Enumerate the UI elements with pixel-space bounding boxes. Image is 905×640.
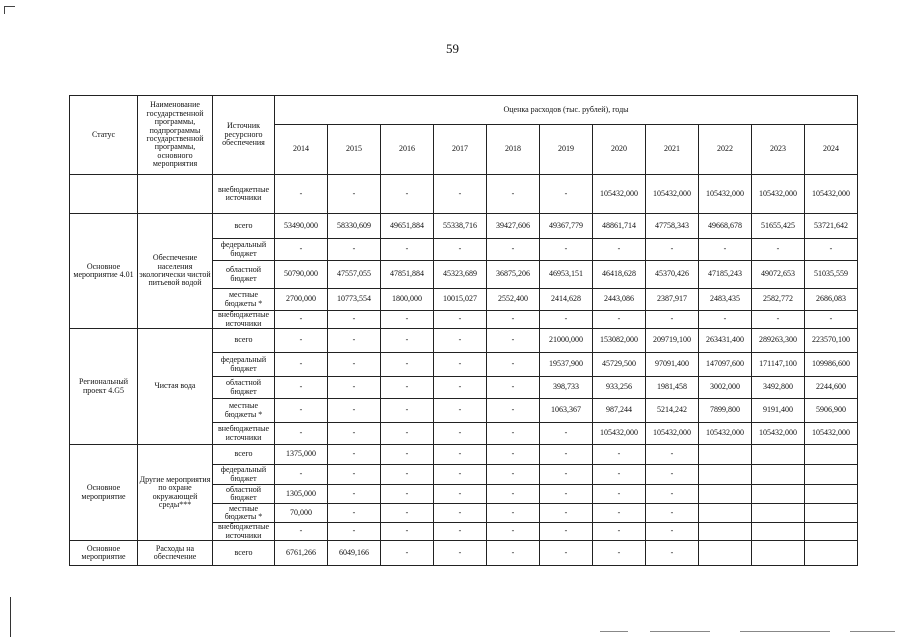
value-cell: - bbox=[434, 465, 487, 485]
value-cell: - bbox=[381, 377, 434, 399]
value-cell: 2552,400 bbox=[487, 289, 540, 311]
program-cell: Расходы на обеспечение bbox=[138, 541, 213, 566]
value-cell: - bbox=[593, 541, 646, 566]
value-cell: 105432,000 bbox=[752, 175, 805, 214]
value-cell: 6049,166 bbox=[328, 541, 381, 566]
value-cell: 1981,458 bbox=[646, 377, 699, 399]
value-cell bbox=[752, 504, 805, 523]
value-cell: - bbox=[646, 485, 699, 504]
value-cell bbox=[752, 541, 805, 566]
header-estimate: Оценка расходов (тыс. рублей), годы bbox=[275, 96, 858, 125]
value-cell: - bbox=[328, 377, 381, 399]
value-cell: 2483,435 bbox=[699, 289, 752, 311]
value-cell: 19537,900 bbox=[540, 353, 593, 377]
value-cell: - bbox=[381, 399, 434, 423]
value-cell bbox=[805, 523, 858, 541]
value-cell: - bbox=[487, 523, 540, 541]
value-cell: - bbox=[540, 311, 593, 329]
value-cell: - bbox=[381, 445, 434, 465]
value-cell: 2700,000 bbox=[275, 289, 328, 311]
value-cell: - bbox=[434, 311, 487, 329]
scan-mark bbox=[850, 631, 895, 632]
source-cell: областной бюджет bbox=[213, 261, 275, 289]
value-cell: - bbox=[593, 239, 646, 261]
header-status: Статус bbox=[70, 96, 138, 175]
scan-mark bbox=[740, 631, 830, 632]
value-cell: - bbox=[540, 465, 593, 485]
table-row bbox=[70, 175, 858, 214]
value-cell: 49072,653 bbox=[752, 261, 805, 289]
status-cell: Основное мероприятие 4.01 bbox=[70, 214, 138, 329]
value-cell: - bbox=[593, 523, 646, 541]
value-cell: - bbox=[328, 423, 381, 445]
header-year: 2017 bbox=[434, 125, 487, 175]
value-cell: - bbox=[487, 465, 540, 485]
value-cell: - bbox=[434, 239, 487, 261]
status-cell bbox=[70, 175, 138, 214]
value-cell: 48861,714 bbox=[593, 214, 646, 239]
value-cell: - bbox=[275, 423, 328, 445]
header-program-name: Наименование государственной программы, подпрограммы государственной программы, основного мероприятия bbox=[138, 96, 213, 175]
header-year: 2019 bbox=[540, 125, 593, 175]
value-cell: 47851,884 bbox=[381, 261, 434, 289]
value-cell: - bbox=[381, 329, 434, 353]
value-cell: 36875,206 bbox=[487, 261, 540, 289]
value-cell: 171147,100 bbox=[752, 353, 805, 377]
margin-line bbox=[10, 597, 11, 637]
value-cell: - bbox=[540, 485, 593, 504]
source-cell: местные бюджеты * bbox=[213, 289, 275, 311]
source-cell: внебюджетные источники bbox=[213, 523, 275, 541]
value-cell: - bbox=[381, 465, 434, 485]
value-cell bbox=[699, 445, 752, 465]
value-cell: 209719,100 bbox=[646, 329, 699, 353]
value-cell: - bbox=[275, 311, 328, 329]
source-cell: внебюджетные источники bbox=[213, 423, 275, 445]
source-cell: федеральный бюджет bbox=[213, 239, 275, 261]
value-cell: 2686,083 bbox=[805, 289, 858, 311]
value-cell: - bbox=[540, 423, 593, 445]
value-cell: 7899,800 bbox=[699, 399, 752, 423]
program-cell: Другие мероприятия по охране окружающей среды*** bbox=[138, 445, 213, 541]
value-cell: 45323,689 bbox=[434, 261, 487, 289]
value-cell: - bbox=[540, 541, 593, 566]
value-cell: - bbox=[381, 504, 434, 523]
value-cell: 223570,100 bbox=[805, 329, 858, 353]
header-year: 2023 bbox=[752, 125, 805, 175]
value-cell bbox=[752, 523, 805, 541]
value-cell: 6761,266 bbox=[275, 541, 328, 566]
value-cell: - bbox=[381, 175, 434, 214]
value-cell: 105432,000 bbox=[805, 423, 858, 445]
value-cell: 2582,772 bbox=[752, 289, 805, 311]
value-cell: - bbox=[540, 445, 593, 465]
table-row bbox=[70, 214, 858, 239]
value-cell: 53721,642 bbox=[805, 214, 858, 239]
value-cell: - bbox=[487, 353, 540, 377]
value-cell: 105432,000 bbox=[805, 175, 858, 214]
value-cell: 105432,000 bbox=[646, 423, 699, 445]
value-cell: 5214,242 bbox=[646, 399, 699, 423]
value-cell: 105432,000 bbox=[699, 175, 752, 214]
value-cell: 21000,000 bbox=[540, 329, 593, 353]
value-cell: - bbox=[328, 445, 381, 465]
value-cell: - bbox=[328, 175, 381, 214]
value-cell: 3002,000 bbox=[699, 377, 752, 399]
value-cell: - bbox=[328, 485, 381, 504]
value-cell: - bbox=[381, 239, 434, 261]
value-cell: - bbox=[328, 504, 381, 523]
value-cell: 46953,151 bbox=[540, 261, 593, 289]
source-cell: внебюджетные источники bbox=[213, 311, 275, 329]
value-cell: - bbox=[381, 311, 434, 329]
value-cell bbox=[805, 445, 858, 465]
source-cell: всего bbox=[213, 445, 275, 465]
value-cell: 398,733 bbox=[540, 377, 593, 399]
value-cell: - bbox=[275, 465, 328, 485]
value-cell: - bbox=[487, 445, 540, 465]
value-cell: 5906,900 bbox=[805, 399, 858, 423]
value-cell: - bbox=[328, 523, 381, 541]
value-cell bbox=[699, 465, 752, 485]
value-cell: - bbox=[752, 311, 805, 329]
value-cell: 2387,917 bbox=[646, 289, 699, 311]
value-cell: - bbox=[275, 523, 328, 541]
value-cell: - bbox=[646, 523, 699, 541]
value-cell: - bbox=[540, 175, 593, 214]
header-year: 2016 bbox=[381, 125, 434, 175]
value-cell: 2414,628 bbox=[540, 289, 593, 311]
status-cell: Основное мероприятие bbox=[70, 541, 138, 566]
value-cell: - bbox=[487, 377, 540, 399]
value-cell: - bbox=[487, 504, 540, 523]
value-cell: - bbox=[275, 239, 328, 261]
value-cell: 47557,055 bbox=[328, 261, 381, 289]
value-cell: - bbox=[487, 423, 540, 445]
value-cell: 2443,086 bbox=[593, 289, 646, 311]
value-cell: - bbox=[752, 239, 805, 261]
value-cell: 987,244 bbox=[593, 399, 646, 423]
value-cell bbox=[805, 485, 858, 504]
value-cell: - bbox=[434, 353, 487, 377]
corner-mark bbox=[4, 6, 15, 14]
value-cell bbox=[805, 541, 858, 566]
value-cell: 263431,400 bbox=[699, 329, 752, 353]
value-cell: 49651,884 bbox=[381, 214, 434, 239]
value-cell: - bbox=[381, 541, 434, 566]
value-cell bbox=[752, 485, 805, 504]
value-cell: 1375,000 bbox=[275, 445, 328, 465]
header-source: Источник ресурсного обеспечения bbox=[213, 96, 275, 175]
value-cell: - bbox=[328, 399, 381, 423]
value-cell: 58330,609 bbox=[328, 214, 381, 239]
value-cell: - bbox=[275, 377, 328, 399]
value-cell bbox=[752, 445, 805, 465]
value-cell: - bbox=[699, 311, 752, 329]
value-cell: 9191,400 bbox=[752, 399, 805, 423]
value-cell: - bbox=[487, 399, 540, 423]
value-cell: 51655,425 bbox=[752, 214, 805, 239]
value-cell: 97091,400 bbox=[646, 353, 699, 377]
value-cell: 51035,559 bbox=[805, 261, 858, 289]
header-year: 2024 bbox=[805, 125, 858, 175]
value-cell: - bbox=[805, 311, 858, 329]
value-cell: 289263,300 bbox=[752, 329, 805, 353]
value-cell: - bbox=[487, 175, 540, 214]
value-cell: - bbox=[275, 353, 328, 377]
value-cell: 47185,243 bbox=[699, 261, 752, 289]
value-cell: 147097,600 bbox=[699, 353, 752, 377]
value-cell: - bbox=[434, 175, 487, 214]
value-cell: 46418,628 bbox=[593, 261, 646, 289]
value-cell: 10773,554 bbox=[328, 289, 381, 311]
scan-mark bbox=[650, 631, 710, 632]
value-cell: - bbox=[434, 485, 487, 504]
value-cell: - bbox=[487, 329, 540, 353]
scan-mark bbox=[600, 631, 628, 632]
source-cell: всего bbox=[213, 329, 275, 353]
value-cell: - bbox=[328, 329, 381, 353]
header-year: 2020 bbox=[593, 125, 646, 175]
header-year: 2014 bbox=[275, 125, 328, 175]
value-cell: 105432,000 bbox=[593, 175, 646, 214]
status-cell: Основное мероприятие bbox=[70, 445, 138, 541]
value-cell: 153082,000 bbox=[593, 329, 646, 353]
value-cell: - bbox=[646, 465, 699, 485]
program-cell: Чистая вода bbox=[138, 329, 213, 445]
value-cell: 105432,000 bbox=[699, 423, 752, 445]
value-cell: 109986,600 bbox=[805, 353, 858, 377]
value-cell: 1063,367 bbox=[540, 399, 593, 423]
value-cell bbox=[805, 465, 858, 485]
value-cell: 10015,027 bbox=[434, 289, 487, 311]
value-cell: - bbox=[381, 523, 434, 541]
value-cell: - bbox=[699, 239, 752, 261]
table-row bbox=[70, 541, 858, 566]
value-cell bbox=[699, 485, 752, 504]
value-cell: - bbox=[540, 504, 593, 523]
value-cell: - bbox=[434, 504, 487, 523]
value-cell: - bbox=[328, 239, 381, 261]
value-cell: - bbox=[805, 239, 858, 261]
value-cell: - bbox=[646, 504, 699, 523]
value-cell: - bbox=[593, 485, 646, 504]
header-row-1 bbox=[70, 96, 858, 125]
source-cell: федеральный бюджет bbox=[213, 465, 275, 485]
value-cell: 70,000 bbox=[275, 504, 328, 523]
value-cell: - bbox=[646, 445, 699, 465]
status-cell: Региональный проект 4.G5 bbox=[70, 329, 138, 445]
value-cell: 45729,500 bbox=[593, 353, 646, 377]
value-cell: 1800,000 bbox=[381, 289, 434, 311]
value-cell: - bbox=[328, 465, 381, 485]
value-cell bbox=[805, 504, 858, 523]
source-cell: местные бюджеты * bbox=[213, 504, 275, 523]
source-cell: областной бюджет bbox=[213, 485, 275, 504]
value-cell: 105432,000 bbox=[646, 175, 699, 214]
value-cell: - bbox=[593, 311, 646, 329]
value-cell: - bbox=[275, 175, 328, 214]
header-year: 2015 bbox=[328, 125, 381, 175]
value-cell: 3492,800 bbox=[752, 377, 805, 399]
header-year: 2021 bbox=[646, 125, 699, 175]
value-cell: - bbox=[487, 239, 540, 261]
header-year: 2022 bbox=[699, 125, 752, 175]
value-cell: - bbox=[434, 329, 487, 353]
budget-table bbox=[69, 95, 858, 566]
value-cell: 39427,606 bbox=[487, 214, 540, 239]
value-cell: - bbox=[275, 329, 328, 353]
source-cell: областной бюджет bbox=[213, 377, 275, 399]
value-cell: - bbox=[434, 377, 487, 399]
value-cell bbox=[752, 465, 805, 485]
value-cell: - bbox=[434, 445, 487, 465]
program-cell bbox=[138, 175, 213, 214]
value-cell: - bbox=[487, 485, 540, 504]
value-cell: - bbox=[487, 541, 540, 566]
value-cell: - bbox=[328, 353, 381, 377]
value-cell: 47758,343 bbox=[646, 214, 699, 239]
source-cell: федеральный бюджет bbox=[213, 353, 275, 377]
value-cell: - bbox=[646, 541, 699, 566]
value-cell: 933,256 bbox=[593, 377, 646, 399]
value-cell: - bbox=[381, 423, 434, 445]
value-cell: - bbox=[593, 504, 646, 523]
value-cell: - bbox=[381, 485, 434, 504]
value-cell: - bbox=[540, 239, 593, 261]
value-cell: - bbox=[434, 423, 487, 445]
source-cell: всего bbox=[213, 214, 275, 239]
value-cell: - bbox=[434, 541, 487, 566]
value-cell: - bbox=[381, 353, 434, 377]
value-cell: 49367,779 bbox=[540, 214, 593, 239]
value-cell: - bbox=[646, 311, 699, 329]
value-cell: - bbox=[593, 445, 646, 465]
program-cell: Обеспечение населения экологически чистой питьевой водой bbox=[138, 214, 213, 329]
value-cell: - bbox=[646, 239, 699, 261]
source-cell: местные бюджеты * bbox=[213, 399, 275, 423]
value-cell: - bbox=[487, 311, 540, 329]
table-row bbox=[70, 329, 858, 353]
value-cell: 49668,678 bbox=[699, 214, 752, 239]
source-cell: всего bbox=[213, 541, 275, 566]
value-cell: - bbox=[593, 465, 646, 485]
page-number: 59 bbox=[446, 41, 459, 56]
value-cell: - bbox=[275, 399, 328, 423]
value-cell: 2244,600 bbox=[805, 377, 858, 399]
value-cell: 50790,000 bbox=[275, 261, 328, 289]
value-cell: 45370,426 bbox=[646, 261, 699, 289]
value-cell: - bbox=[328, 311, 381, 329]
value-cell bbox=[699, 504, 752, 523]
value-cell: 105432,000 bbox=[752, 423, 805, 445]
header-year: 2018 bbox=[487, 125, 540, 175]
value-cell bbox=[699, 541, 752, 566]
value-cell: - bbox=[434, 399, 487, 423]
value-cell: 55338,716 bbox=[434, 214, 487, 239]
value-cell: 105432,000 bbox=[593, 423, 646, 445]
value-cell bbox=[699, 523, 752, 541]
value-cell: - bbox=[540, 523, 593, 541]
value-cell: 53490,000 bbox=[275, 214, 328, 239]
source-cell: внебюджетные источники bbox=[213, 175, 275, 214]
table-row bbox=[70, 445, 858, 465]
value-cell: - bbox=[434, 523, 487, 541]
value-cell: 1305,000 bbox=[275, 485, 328, 504]
